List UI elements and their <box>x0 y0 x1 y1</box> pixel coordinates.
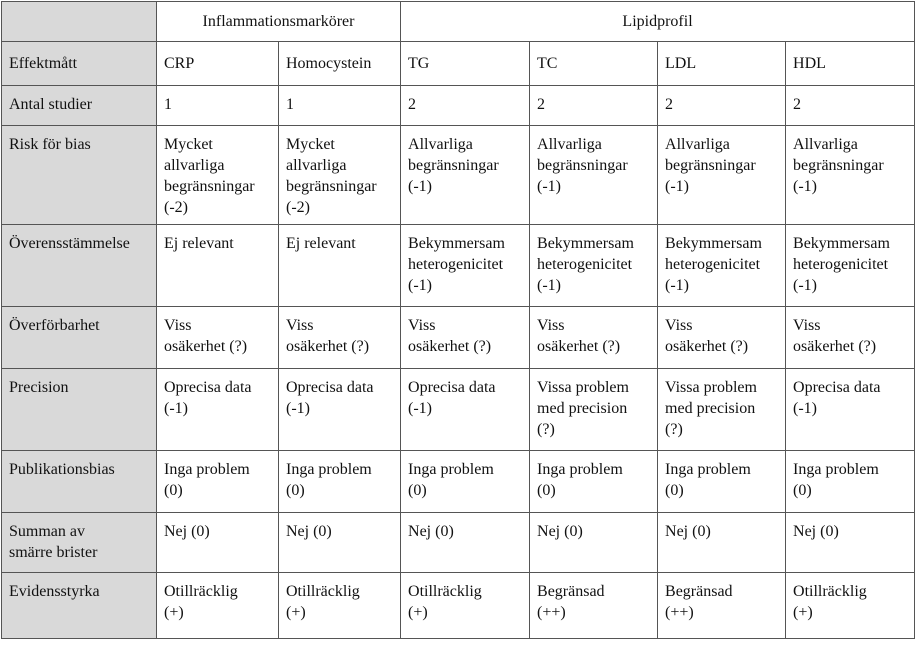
cell-line: Inga problem <box>665 461 751 478</box>
cell-line: Nej (0) <box>408 523 454 540</box>
cell-line: (-1) <box>408 277 432 294</box>
cell-line: (-1) <box>665 277 689 294</box>
cell-line: Otillräcklig <box>164 583 238 600</box>
table-cell <box>530 451 658 513</box>
cell-line: (+) <box>286 604 306 621</box>
table-cell <box>530 86 658 126</box>
cell-line: osäkerhet (?) <box>164 338 248 355</box>
table-row <box>2 369 915 451</box>
cell-line: (-1) <box>408 400 432 417</box>
evidence-table <box>1 1 915 639</box>
table-cell <box>530 369 658 451</box>
table-cell <box>658 86 786 126</box>
table-cell <box>786 513 915 573</box>
table-cell <box>401 225 530 307</box>
column-header: TG <box>401 42 530 86</box>
cell-line: Viss <box>665 317 693 334</box>
cell-line: Viss <box>164 317 192 334</box>
table-cell <box>157 513 279 573</box>
table-cell <box>786 573 915 639</box>
cell-line: med precision <box>537 400 628 417</box>
cell-line: Mycket <box>286 136 335 153</box>
cell-line: (-1) <box>286 400 310 417</box>
row-label <box>2 225 157 307</box>
cell-line: Ej relevant <box>164 235 234 252</box>
cell-line: Begränsad <box>537 583 605 600</box>
cell-line: Allvarliga <box>665 136 730 153</box>
cell-line: Allvarliga <box>408 136 473 153</box>
table-cell <box>658 307 786 369</box>
cell-line: Nej (0) <box>286 523 332 540</box>
table-row <box>2 225 915 307</box>
cell-line: osäkerhet (?) <box>286 338 370 355</box>
cell-line: (++) <box>665 604 694 621</box>
column-header: Homocystein <box>279 42 401 86</box>
table-cell <box>658 126 786 225</box>
cell-line: (-2) <box>164 199 188 216</box>
group-inflammation: Inflammationsmarkörer <box>157 2 401 42</box>
cell-line: (?) <box>665 421 683 438</box>
table-cell <box>401 307 530 369</box>
cell-line: Inga problem <box>537 461 623 478</box>
row-label-line: Precision <box>9 379 69 396</box>
cell-line: Bekymmersam <box>408 235 505 252</box>
cell-line: Allvarliga <box>793 136 858 153</box>
column-header: TC <box>530 42 658 86</box>
cell-line: allvarliga <box>286 157 347 174</box>
cell-line: Oprecisa data <box>793 379 881 396</box>
table-cell <box>530 225 658 307</box>
cell-line: 1 <box>164 96 172 113</box>
cell-line: Nej (0) <box>665 523 711 540</box>
table-cell <box>157 126 279 225</box>
row-label <box>2 451 157 513</box>
cell-line: begränsningar <box>164 178 255 195</box>
cell-line: Otillräcklig <box>408 583 482 600</box>
cell-line: Allvarliga <box>537 136 602 153</box>
row-label-line: Publikationsbias <box>9 461 115 478</box>
cell-line: begränsningar <box>537 157 628 174</box>
table-row <box>2 573 915 639</box>
group-lipid: Lipidprofil <box>401 2 915 42</box>
cell-line: 2 <box>793 96 802 113</box>
table-cell <box>786 86 915 126</box>
table-cell <box>530 307 658 369</box>
table-cell <box>279 307 401 369</box>
cell-line: Viss <box>793 317 821 334</box>
row-label-line: smärre brister <box>9 544 98 561</box>
column-header: CRP <box>157 42 279 86</box>
table-row <box>2 513 915 573</box>
cell-line: (-2) <box>286 199 310 216</box>
cell-line: Ej relevant <box>286 235 356 252</box>
table-cell <box>279 573 401 639</box>
cell-line: 1 <box>286 96 294 113</box>
cell-line: Bekymmersam <box>665 235 762 252</box>
row-label-line: Överförbarhet <box>9 317 100 334</box>
cell-line: Viss <box>286 317 314 334</box>
column-header-row <box>2 42 915 86</box>
row-label <box>2 126 157 225</box>
cell-line: osäkerhet (?) <box>665 338 749 355</box>
table-cell <box>279 126 401 225</box>
table-cell <box>157 86 279 126</box>
row-label <box>2 86 157 126</box>
cell-line: (+) <box>793 604 813 621</box>
table-cell <box>658 451 786 513</box>
cell-line: heterogenicitet <box>665 256 761 273</box>
cell-line: osäkerhet (?) <box>537 338 621 355</box>
cell-line: (0) <box>164 482 183 499</box>
table-cell <box>401 369 530 451</box>
table-cell <box>786 369 915 451</box>
table-cell <box>658 573 786 639</box>
cell-line: (-1) <box>164 400 188 417</box>
cell-line: Oprecisa data <box>408 379 496 396</box>
cell-line: Nej (0) <box>793 523 839 540</box>
table-cell <box>157 451 279 513</box>
table-cell <box>157 369 279 451</box>
table-cell <box>786 451 915 513</box>
cell-line: heterogenicitet <box>537 256 633 273</box>
table-cell <box>401 86 530 126</box>
cell-line: allvarliga <box>164 157 225 174</box>
table-cell <box>157 307 279 369</box>
table-row <box>2 126 915 225</box>
cell-line: (0) <box>665 482 684 499</box>
table-cell <box>279 451 401 513</box>
cell-line: Inga problem <box>408 461 494 478</box>
cell-line: begränsningar <box>408 157 499 174</box>
table-cell <box>279 225 401 307</box>
cell-line: Vissa problem <box>665 379 757 396</box>
table-cell <box>530 126 658 225</box>
cell-line: Oprecisa data <box>286 379 374 396</box>
column-label-effektmatt: Effektmått <box>2 42 157 86</box>
cell-line: Vissa problem <box>537 379 629 396</box>
row-label <box>2 307 157 369</box>
cell-line: Otillräcklig <box>793 583 867 600</box>
cell-line: Viss <box>408 317 436 334</box>
row-label <box>2 573 157 639</box>
cell-line: Bekymmersam <box>793 235 890 252</box>
cell-line: 2 <box>537 96 546 113</box>
table-cell <box>157 225 279 307</box>
table-body <box>2 86 915 639</box>
table-cell <box>279 86 401 126</box>
table-row <box>2 86 915 126</box>
row-label <box>2 369 157 451</box>
table-cell <box>658 225 786 307</box>
cell-line: Nej (0) <box>537 523 583 540</box>
cell-line: heterogenicitet <box>408 256 504 273</box>
cell-line: Oprecisa data <box>164 379 252 396</box>
table-cell <box>279 369 401 451</box>
table-cell <box>530 513 658 573</box>
table-cell <box>658 513 786 573</box>
cell-line: Bekymmersam <box>537 235 634 252</box>
table-row <box>2 307 915 369</box>
table-cell <box>157 573 279 639</box>
cell-line: (0) <box>793 482 812 499</box>
row-label-line: Överensstämmelse <box>9 235 130 252</box>
cell-line: Otillräcklig <box>286 583 360 600</box>
cell-line: heterogenicitet <box>793 256 889 273</box>
table-cell <box>279 513 401 573</box>
cell-line: (-1) <box>665 178 689 195</box>
row-label-line: Risk för bias <box>9 136 91 153</box>
cell-line: med precision <box>665 400 756 417</box>
cell-line: Nej (0) <box>164 523 210 540</box>
table-cell <box>401 451 530 513</box>
cell-line: Begränsad <box>665 583 733 600</box>
column-header: HDL <box>786 42 915 86</box>
cell-line: Viss <box>537 317 565 334</box>
group-header-row <box>2 2 915 42</box>
cell-line: 2 <box>665 96 674 113</box>
table-row <box>2 451 915 513</box>
cell-line: (-1) <box>793 277 817 294</box>
corner-cell <box>2 2 157 42</box>
cell-line: osäkerhet (?) <box>793 338 877 355</box>
cell-line: (++) <box>537 604 566 621</box>
cell-line: (0) <box>537 482 556 499</box>
cell-line: (-1) <box>793 400 817 417</box>
table-cell <box>530 573 658 639</box>
cell-line: begränsningar <box>793 157 884 174</box>
row-label-line: Summan av <box>9 523 85 540</box>
table-cell <box>401 513 530 573</box>
cell-line: (0) <box>408 482 427 499</box>
cell-line: begränsningar <box>665 157 756 174</box>
table-cell <box>786 225 915 307</box>
cell-line: osäkerhet (?) <box>408 338 492 355</box>
row-label-line: Evidensstyrka <box>9 583 100 600</box>
row-label-line: Antal studier <box>9 96 93 113</box>
cell-line: (-1) <box>793 178 817 195</box>
cell-line: (0) <box>286 482 305 499</box>
cell-line: Inga problem <box>286 461 372 478</box>
table-cell <box>401 573 530 639</box>
cell-line: Inga problem <box>164 461 250 478</box>
cell-line: Mycket <box>164 136 213 153</box>
cell-line: Inga problem <box>793 461 879 478</box>
table-cell <box>786 126 915 225</box>
column-header: LDL <box>658 42 786 86</box>
cell-line: (+) <box>408 604 428 621</box>
cell-line: (?) <box>537 421 555 438</box>
cell-line: 2 <box>408 96 417 113</box>
cell-line: (-1) <box>537 178 561 195</box>
cell-line: (-1) <box>408 178 432 195</box>
table-cell <box>658 369 786 451</box>
cell-line: (+) <box>164 604 184 621</box>
cell-line: (-1) <box>537 277 561 294</box>
table-cell <box>401 126 530 225</box>
cell-line: begränsningar <box>286 178 377 195</box>
row-label <box>2 513 157 573</box>
table-cell <box>786 307 915 369</box>
